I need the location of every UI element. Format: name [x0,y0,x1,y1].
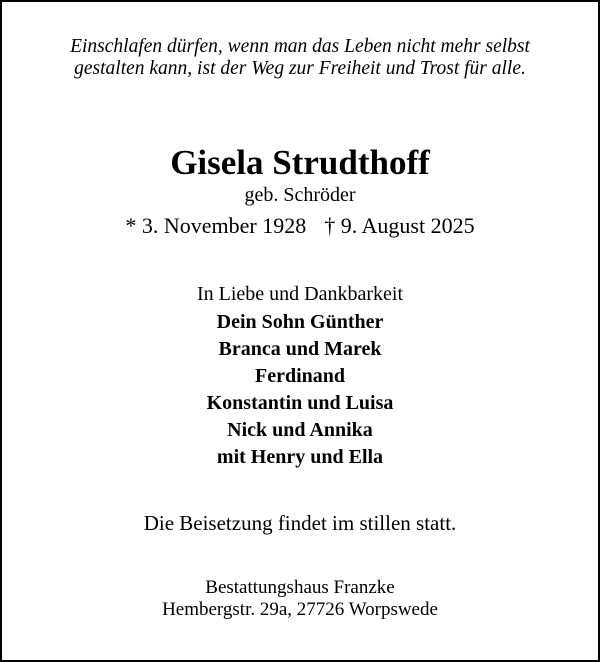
mourner-name: Konstantin und Luisa [206,392,394,414]
mourners-intro: In Liebe und Dankbarkeit [196,283,404,305]
maiden-name: geb. Schröder [244,184,356,206]
mourner-name: Nick und Annika [227,419,373,441]
funeral-home-name: Bestattungshaus Franzke [205,577,395,598]
mourner-name: mit Henry und Ella [216,446,384,468]
mourner-name: Branca und Marek [218,338,382,360]
funeral-home-address: Hembergstr. 29a, 27726 Worpswede [162,599,438,620]
mourners-list [2,309,598,471]
quote-line-2: gestalten kann, ist der Weg zur Freiheit und Trost für alle. [74,58,526,79]
deceased-name: Gisela Strudthoff [170,143,430,182]
quote-line-1: Einschlafen dürfen, wenn man das Leben nicht mehr selbst [70,36,530,57]
mourner-name: Dein Sohn Günther [216,311,384,333]
life-dates [2,213,598,239]
mourner-name: Ferdinand [254,365,346,387]
burial-note: Die Beisetzung findet im stillen statt. [143,511,457,535]
death-date: † 9. August 2025 [324,213,475,238]
birth-date: * 3. November 1928 [125,213,307,238]
